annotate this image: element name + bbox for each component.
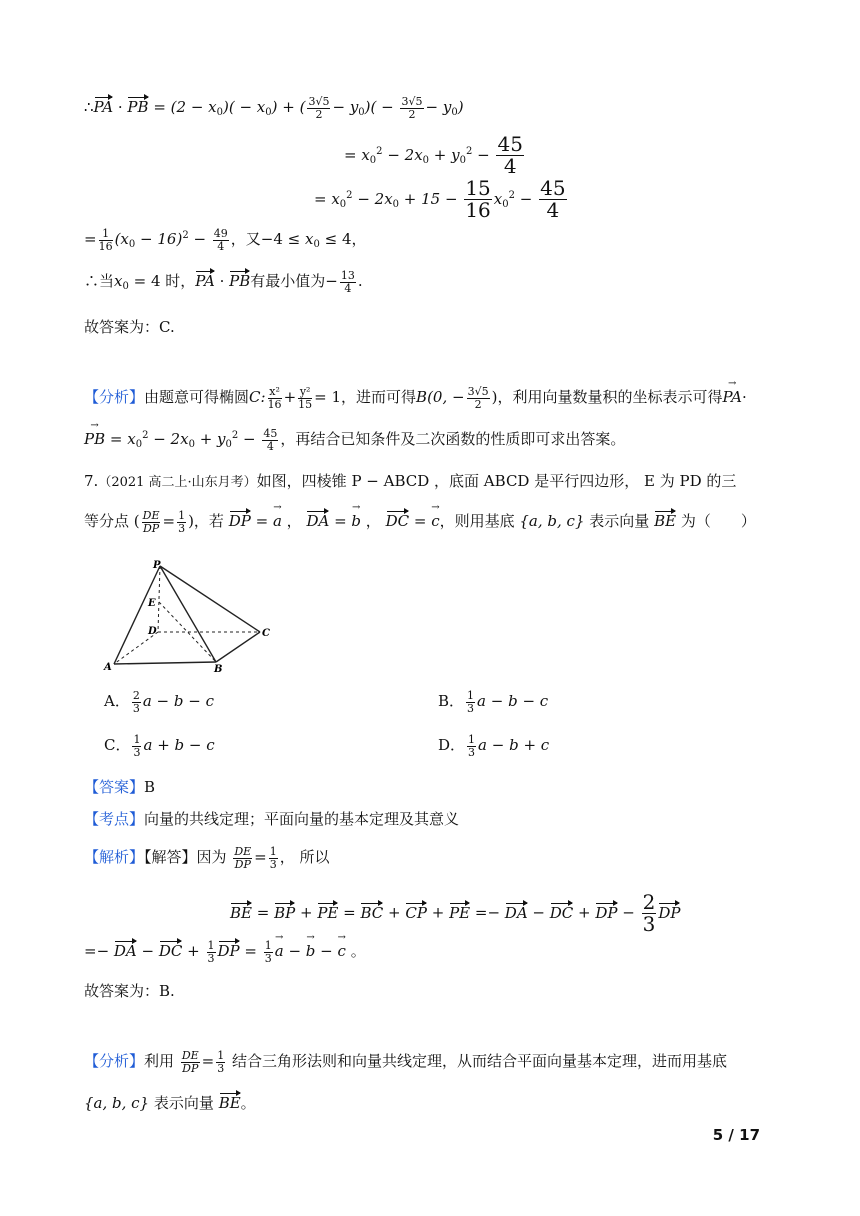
label-P: P [153, 560, 161, 571]
solution-line-3: = $x_0^2 - 2x_0 + 15$ − $\frac{15}{16}$ $x_0^2$ − $\frac{45}{4}$ [314, 176, 566, 222]
option-c[interactable]: C． $\frac{1}{3}$ a + b − c [104, 733, 215, 759]
solution-line-1: ∴PA · PB = $(2 - x_0)( - x_0)$ + ( $\frac{3√5}{2}$ − $y_0$)( − $\frac{3√5}{2}$ − $y_0$) [84, 95, 464, 121]
label-E: E [148, 598, 156, 609]
jiexi-line: 【解析】【解答】因为 $\frac{DE}{DP}$ = $\frac{1}{3}$ ， 所以 [84, 845, 330, 871]
solution-equation-2: =− DA − DC + $\frac{1}{3}$ DP = $\frac{1}{3}$ → a − → b − → c 。 [84, 940, 366, 964]
solution-line-5: ∴当$x_0 = 4$ 时，PA · PB有最小值为− $\frac{13}{4}$ . [84, 269, 363, 295]
answer-line: 【答案】B [84, 778, 156, 796]
label-D: D [148, 626, 157, 637]
analysis-2-line-2: {a, b, c} 表示向量 BE。 [84, 1094, 256, 1112]
solution-line-2: = $x_0^2 - 2x_0 + y_0^2$ − $\frac{45}{4}$ [344, 132, 523, 178]
analysis-2-line-1: 【分析】利用 $\frac{DE}{DP}$ = $\frac{1}{3}$ 结合三角形法则和向量共线定理，从而结合平面向量基本定理，进而用基底 [84, 1049, 728, 1075]
analysis-1-line-2: → PB = $x_0^2 - 2x_0 + y_0^2$ − $\frac{45}{4}$ ，再结合已知条件及二次函数的性质即可求出答案。 [84, 428, 625, 452]
pyramid-diagram [98, 560, 278, 672]
solution-conclusion-1: 故答案为：C. [84, 318, 175, 336]
question-7-line-1: 7.（2021 高二上·山东月考）如图，四棱锥 P − ABCD ，底面 ABCD 是平行四边形， E 为 PD 的三 [84, 472, 737, 490]
label-B: B [214, 664, 223, 672]
label-A: A [104, 662, 112, 672]
option-d[interactable]: D． $\frac{1}{3}$ a − b + c [438, 733, 550, 759]
solution-conclusion-2: 故答案为：B. [84, 982, 175, 1000]
solution-equation-1: BE = BP + PE = BC + CP + PE =− DA − DC + DP − $\frac{2}{3}$ DP [230, 890, 681, 936]
solution-line-4: = $\frac{1}{16}$ $(x_0 - 16)^2$ − $\frac{49}{4}$ ，又$-4 \le x_0 \le 4$， [84, 227, 367, 253]
analysis-1-line-1: 【分析】由题意可得椭圆C: $\frac{\text{x²}}{16}$ + $\frac{\text{y²}}{15}$ = 1，进而可得B(0, − $\frac{3√5}{2}$ )，利用向量数量积的坐标表示可得→ PA· [84, 386, 747, 410]
pyramid-figure [98, 560, 278, 676]
option-b[interactable]: B． $\frac{1}{3}$ a − b − c [438, 689, 549, 715]
label-C: C [262, 628, 270, 639]
kaodian-line: 【考点】向量的共线定理；平面向量的基本定理及其意义 [84, 810, 460, 828]
page-number: 5 / 17 [712, 1126, 760, 1144]
question-7-line-2: 等分点 ( $\frac{DE}{DP}$ = $\frac{1}{3}$ )，若 DP = → a ， DA = → b ， DC = → c，则用基底 {a, b, c} 表示向量 BE 为（ ） [84, 510, 756, 534]
option-a[interactable]: A． $\frac{2}{3}$ a − b − c [104, 689, 214, 715]
